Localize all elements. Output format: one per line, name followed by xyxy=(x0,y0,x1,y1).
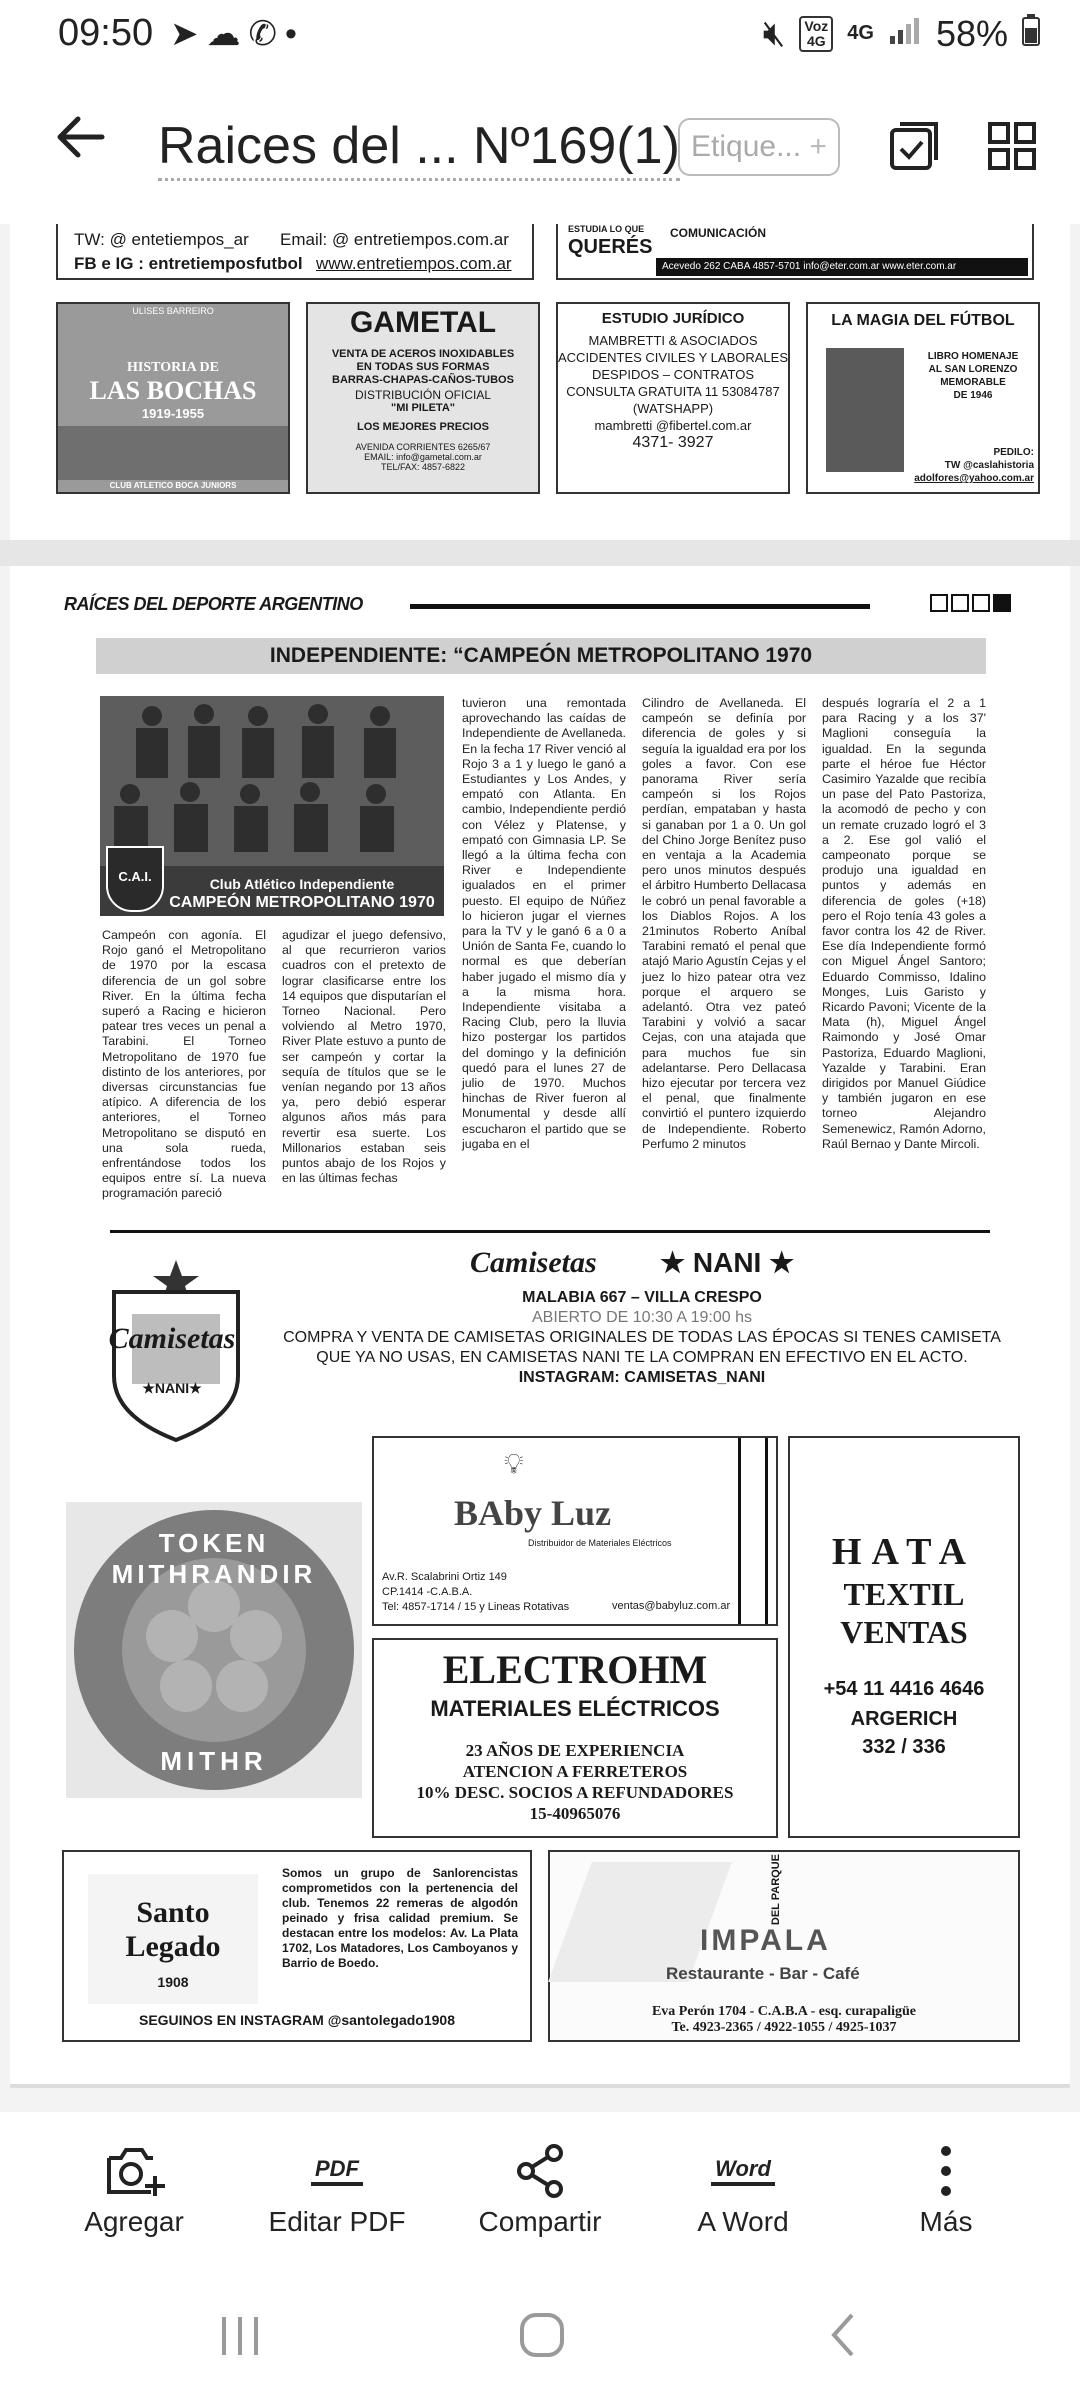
estudio-line7: 4371- 3927 xyxy=(632,434,714,451)
cai-badge: C.A.I. xyxy=(106,846,164,912)
bottom-action-bar xyxy=(0,2112,1080,2280)
camera-plus-icon xyxy=(49,2136,219,2206)
share-button[interactable] xyxy=(455,2136,625,2238)
contact-email: Email: @ entretiempos.com.ar xyxy=(280,230,509,249)
impala-addr: Eva Perón 1704 - C.A.B.A - esq. curapaligüe xyxy=(651,2004,917,2019)
bulb-icon: 💡︎ xyxy=(504,1448,524,1479)
camisetas-desc1: COMPRA Y VENTA DE CAMISETAS ORIGINALES DE TODAS LAS ÉPOCAS SI TENES CAMISETA xyxy=(283,1329,1001,1346)
grid-view-icon[interactable] xyxy=(984,118,1040,174)
article-col-1: Campeón con agonía. El Rojo ganó el Metropolitano de 1970 por la escasa diferencia de un gol sobre River. En la última fecha superó a Racing e hicieron patear tres veces un penal a Tarabini. El Torneo Metropolitano de 1970 fue distinto de los anteriores, por diversas circunstancias fue atípico. A diferencia de los anteriores, el Torneo Metropolitano se disputó en una sola rueda, enfrentándose todos los equipos entre sí. La nueva programación pareció xyxy=(102,928,266,1201)
impala-tel: Te. 4923-2365 / 4922-1055 / 4925-1037 xyxy=(671,2020,897,2035)
document-title[interactable]: Raices del ... Nº169(1) xyxy=(158,116,680,181)
article-divider xyxy=(110,1230,990,1233)
more-vertical-icon xyxy=(861,2136,1031,2206)
estudio-line2: ACCIDENTES CIVILES Y LABORALES xyxy=(558,350,788,365)
impala-sub: Restaurante - Bar - Café xyxy=(666,1964,860,1983)
back-nav-icon[interactable] xyxy=(828,2306,858,2373)
add-button[interactable] xyxy=(49,2136,219,2238)
to-word-label: A Word xyxy=(697,2206,789,2237)
magia-ad xyxy=(806,302,1040,494)
token-ad xyxy=(66,1502,362,1798)
select-checkbox-icon[interactable] xyxy=(886,118,942,174)
edit-pdf-label: Editar PDF xyxy=(268,2206,406,2237)
estudio-line3: DESPIDOS – CONTRATOS xyxy=(591,367,755,382)
electrohm-l2: ATENCION A FERRETEROS xyxy=(462,1762,688,1781)
electrohm-sub: MATERIALES ELÉCTRICOS xyxy=(430,1696,720,1721)
babyluz-addr1: Av.R. Scalabrini Ortiz 149 xyxy=(382,1571,507,1583)
hata-phone: +54 11 4416 4646 xyxy=(823,1678,985,1700)
camisetas-logo-sub: ★NANI★ xyxy=(142,1380,202,1396)
contact-tw: TW: @ entetiempos_ar xyxy=(74,230,249,249)
missed-call-icon: ✆ xyxy=(248,15,285,53)
gametal-name: GAMETAL xyxy=(349,306,497,339)
section-squares xyxy=(930,594,1011,612)
santo-logo xyxy=(88,1874,258,2004)
article-col-3: tuvieron una remontada aprovechando las caídas de Independiente de Avellaneda. En la fecha 17 River venció al Rojo 3 a 1 y luego le ganó a Estudiantes y Los Andes, y empató con Atlanta. En cambio, Independiente perdió con Vélez y Platense, y empató con Gimnasia LP. Se llegó a la última fecha con River e Independiente igualados en el primer puesto. El equipo de Núñez lo hicieron jugar el viernes para la TV y le ganó 6 a 0 a Unión de Santa Fe, cuando lo normal es que deberían haber jugado el mismo día y a la misma hora. Independiente visitaba a Racing Club, pero la lluvia hizo postergar los partidos del domingo y la definición quedó para el lunes 27 de julio de 1970. Muchos hinchas de River fueron al Monumental y desde allí escucharon el partido que se jugaba en el xyxy=(462,696,626,1151)
tag-placeholder: Etique... xyxy=(691,130,802,163)
dot-icon: • xyxy=(285,15,305,53)
team-photo xyxy=(100,696,444,916)
contact-box xyxy=(56,224,534,280)
article-page[interactable] xyxy=(10,566,1070,2084)
section-title: RAÍCES DEL DEPORTE ARGENTINO xyxy=(64,594,363,614)
magia-line6: TW @caslahistoria xyxy=(944,460,1034,471)
gametal-lines xyxy=(308,348,538,472)
eter-address: Acevedo 262 CABA 4857-5701 info@eter.com.ar www.eter.com.ar xyxy=(656,258,1028,276)
battery-icon xyxy=(1022,13,1040,55)
share-label: Compartir xyxy=(478,2206,602,2237)
notification-icons xyxy=(170,14,305,54)
hata-line1: HATA xyxy=(831,1531,977,1573)
page-separator xyxy=(0,540,1080,566)
status-bar xyxy=(0,0,1080,72)
signal-icon xyxy=(888,13,922,55)
pdf-icon xyxy=(252,2136,422,2206)
camisetas-address: MALABIA 667 – VILLA CRESPO xyxy=(522,1289,762,1306)
volte-badge: Voz 4G xyxy=(799,16,833,52)
estudio-line4: CONSULTA GRATUITA 11 53084787 xyxy=(566,384,780,399)
electrohm-name: ELECTROHM xyxy=(442,1647,708,1692)
gametal-line5: "MI PILETA" xyxy=(390,402,455,414)
pdf-icon-text: PDF xyxy=(311,2156,363,2186)
electrohm-lines xyxy=(374,1740,776,1824)
santo-logo-text: Santo Legado xyxy=(125,1896,221,1963)
more-button[interactable] xyxy=(861,2136,1031,2238)
app-toolbar xyxy=(0,72,1080,224)
camisetas-desc2: QUE YA NO USAS, EN CAMISETAS NANI TE LA COMPRAN EN EFECTIVO EN EL ACTO. xyxy=(316,1349,968,1366)
to-word-button[interactable] xyxy=(658,2136,828,2238)
babyluz-email: ventas@babyluz.com.ar xyxy=(612,1600,731,1612)
photo-caption-1: Club Atlético Independiente xyxy=(209,876,395,892)
article-col-4: Cilindro de Avellaneda. El campeón se definía por diferencia de goles y si seguía la igualdad era por los goles a favor. Con ese panorama River sería campeón si los Rojos perdían, empataban y hasta si ganaban por 1 a 0. Un gol del Chino Jorge Benítez puso en ventaja a la Academia pero unos minutos después el árbitro Humberto Dellacasa le cobró un penal favorable a los Diablos Rojos. A los 21minutos Roberto Aníbal Tarabini remató el penal que atajó Mario Agustín Cejas y el juez lo hizo patear otra vez porque el arquero se adelantó. Otra vez pateó Tarabini y volvió a sacar Cejas, con una atajada que para muchos fue sin adelantarse. Pero Dellacasa hizo ejecutar por tercera vez el penal, que finalmente convirtió el puntero izquierdo de Independiente. Roberto Perfumo 2 minutos xyxy=(642,696,806,1151)
magia-lines xyxy=(912,350,1034,402)
babyluz-contact xyxy=(382,1570,569,1615)
gametal-line7: AVENIDA CORRIENTES 6265/67 xyxy=(355,442,491,452)
bochas-years: 1919-1955 xyxy=(141,406,205,421)
estudio-name: ESTUDIO JURÍDICO xyxy=(601,310,745,327)
hata-line2: TEXTIL xyxy=(843,1576,965,1612)
cloud-icon: ☁ xyxy=(206,15,249,53)
bochas-ad xyxy=(56,302,290,494)
camisetas-script: Camisetas xyxy=(470,1246,597,1279)
electrohm-l3: 10% DESC. SOCIOS A REFUNDADORES xyxy=(416,1783,734,1802)
more-label: Más xyxy=(919,2206,973,2237)
magia-name: LA MAGIA DEL FÚTBOL xyxy=(831,312,1015,329)
magia-line2: AL SAN LORENZO xyxy=(928,364,1018,375)
bochas-title1: HISTORIA DE xyxy=(127,360,219,375)
token-top-text: TOKEN MITHRANDIR xyxy=(111,1528,317,1589)
hata-line5: 332 / 336 xyxy=(862,1736,946,1758)
battery-percent: 58% xyxy=(935,12,1008,54)
article-col-5: después lograría el 2 a 1 para Racing y a los 37' Maglioni conseguía la igualdad. En la segunda parte el héroe fue Héctor Casimiro Yazalde que recibía un pase del Pato Pastoriza, la acomodó de pecho y con un remate cruzado logró el 3 a 2. Ese gol valió el campeonato porque se produjo una igualdad en puntos y además en diferencia de goles (+18) pero el Rojo tenía 43 goles a favor contra los 42 de River. Ese día Independiente formó con Miguel Ángel Santoro; Eduardo Commisso, Idalino Monges, Luis Garisto y Ricardo Pavoni; Vicente de la Mata (h), Miguel Ángel Raimondo y José Omar Pastoriza, Eduardo Maglioni, Yazalde y Tarabini. Eran dirigidos por Manuel Giúdice y también jugaron en ese torneo Alejandro Semenewicz, Ramón Adorno, Raúl Bernao y Dante Mircoli. xyxy=(822,696,986,1151)
headline: INDEPENDIENTE: “CAMPEÓN METROPOLITANO 1970 xyxy=(96,638,986,674)
word-icon xyxy=(658,2136,828,2206)
gametal-line2: EN TODAS SUS FORMAS xyxy=(356,361,490,373)
estudio-lines xyxy=(558,332,788,451)
eter-ad xyxy=(556,224,1034,280)
eter-word2: ESTUDIA LO QUE xyxy=(568,224,645,234)
magia-contact xyxy=(814,446,1034,485)
home-icon[interactable] xyxy=(518,2306,566,2373)
babyluz-bars xyxy=(738,1438,768,1624)
mute-icon: 🔇︎ xyxy=(762,12,786,53)
gametal-line3: BARRAS-CHAPAS-CAÑOS-TUBOS xyxy=(332,374,514,386)
tag-chip[interactable] xyxy=(678,118,840,176)
magia-line4: DE 1946 xyxy=(953,390,993,401)
babyluz-ad xyxy=(372,1436,778,1626)
impala-contact xyxy=(550,2004,1018,2036)
gametal-ad xyxy=(306,302,540,494)
electrohm-l1: 23 AÑOS DE EXPERIENCIA xyxy=(465,1741,685,1760)
camisetas-logo-text: Camisetas xyxy=(108,1322,236,1355)
babyluz-name: BAby Luz xyxy=(454,1493,612,1533)
token-bottom-text: MITHR xyxy=(160,1746,268,1776)
estudio-ad xyxy=(556,302,790,494)
camisetas-name: ★ NANI ★ xyxy=(660,1247,795,1278)
hata-line3: VENTAS xyxy=(840,1614,968,1650)
tag-add-icon: + xyxy=(809,130,827,163)
babyluz-addr2: CP.1414 -C.A.B.A. xyxy=(382,1586,473,1598)
bochas-photo xyxy=(58,426,288,480)
gametal-line4: DISTRIBUCIÓN OFICIAL xyxy=(354,388,491,402)
estudio-line1: MAMBRETTI & ASOCIADOS xyxy=(588,333,758,348)
santo-text: Somos un grupo de Sanlorencistas comprometidos con la pertenencia del club. Tenemos 22 remeras de algodón peinado y frisa calidad premium. Se destacan entre los modelos: Av. La Plata 1702, Los Matadores, Los Camboyanos y Barrio de Boedo. xyxy=(282,1866,518,1970)
bochas-title2: LAS BOCHAS xyxy=(89,376,257,405)
camisetas-text xyxy=(282,1288,1002,1388)
share-icon xyxy=(455,2136,625,2206)
gametal-line1: VENTA DE ACEROS INOXIDABLES xyxy=(331,348,515,360)
santo-year: 1908 xyxy=(157,1974,189,1990)
camisetas-insta: INSTAGRAM: CAMISETAS_NANI xyxy=(518,1369,766,1386)
estudio-line6: mambretti @fibertel.com.ar xyxy=(594,418,752,433)
bochas-author: ULISES BARREIRO xyxy=(132,306,214,316)
back-arrow-icon[interactable] xyxy=(56,112,106,172)
add-label: Agregar xyxy=(84,2206,184,2237)
santo-ad xyxy=(62,1850,532,2042)
estudio-line5: (WATSHAPP) xyxy=(632,401,714,416)
impala-name: IMPALA xyxy=(700,1924,831,1957)
magia-line7: adolfores@yahoo.com.ar xyxy=(914,473,1034,484)
santo-insta: SEGUINOS EN INSTAGRAM @santolegado1908 xyxy=(138,2012,455,2028)
photo-caption-2: CAMPEÓN METROPOLITANO 1970 xyxy=(169,894,435,911)
bochas-club: CLUB ATLETICO BOCA JUNIORS xyxy=(109,481,237,490)
telegram-icon: ➤ xyxy=(170,15,207,53)
status-time: 09:50 xyxy=(58,12,154,54)
recent-apps-icon[interactable] xyxy=(218,2306,264,2373)
magia-line3: MEMORABLE xyxy=(940,377,1006,388)
status-right xyxy=(763,12,1040,55)
gametal-line8: EMAIL: info@gametal.com.ar xyxy=(364,452,482,462)
electrohm-ad xyxy=(372,1638,778,1838)
hata-line4: ARGERICH xyxy=(850,1708,958,1730)
article-col-2: agudizar el juego defensivo, al que recurrieron varios cuadros con el pretexto de lograr clasificarse entre los 14 equipos que disputarían el Torneo Nacional. Pero volviendo al Metro 1970, River Plate estuvo a punto de ser campeón y cortar la sequía de títulos que se le venían negando por 13 años ya, pero debió esperar algunos años más para revertir esa suerte. Los Millonarios estaban seis puntos abajo de los Rojos y en las últimas fechas xyxy=(282,928,446,1186)
hata-ad xyxy=(788,1436,1020,1838)
babyluz-sub: Distribuidor de Materiales Eléctricos xyxy=(528,1538,672,1548)
magia-line5: PEDILO: xyxy=(993,447,1034,458)
network-type: 4G xyxy=(847,22,874,44)
camisetas-hours: ABIERTO DE 10:30 A 19:00 hs xyxy=(532,1309,752,1326)
eter-word3: QUERÉS xyxy=(568,236,653,258)
impala-small: DEL PARQUE xyxy=(770,1854,782,1926)
gametal-line9: TEL/FAX: 4857-6822 xyxy=(380,462,466,472)
system-nav-bar xyxy=(0,2280,1080,2408)
impala-ad xyxy=(548,1850,1020,2042)
magia-line1: LIBRO HOMENAJE xyxy=(927,351,1019,362)
edit-pdf-button[interactable] xyxy=(252,2136,422,2238)
gametal-line6: LOS MEJORES PRECIOS xyxy=(356,421,490,433)
eter-comm: COMUNICACIÓN xyxy=(670,226,766,240)
camisetas-logo xyxy=(78,1256,266,1446)
contact-fb: FB e IG : entretiemposfutbol xyxy=(74,254,303,273)
babyluz-tel: Tel: 4857-1714 / 15 y Lineas Rotativas xyxy=(382,1601,570,1613)
electrohm-l4: 15-40965076 xyxy=(529,1804,621,1823)
contact-web: www.entretiempos.com.ar xyxy=(316,254,512,273)
word-icon-text: Word xyxy=(711,2156,775,2186)
page-bottom-edge xyxy=(10,2084,1070,2088)
section-rule xyxy=(410,604,870,609)
